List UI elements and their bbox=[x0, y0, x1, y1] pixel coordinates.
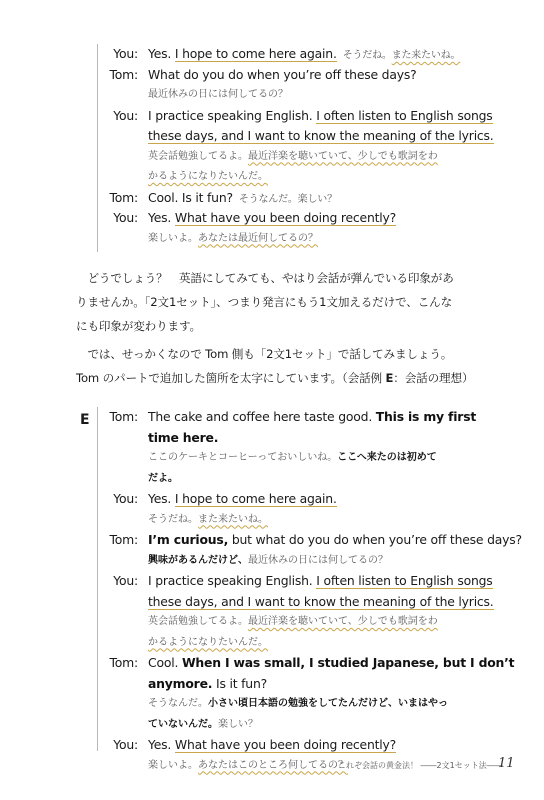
speaker-label: You: bbox=[113, 491, 138, 506]
text-segment: だよ。 bbox=[148, 472, 178, 484]
text-segment: 英会話勉強してるよ。 bbox=[148, 616, 248, 627]
text-segment: time here. bbox=[148, 429, 219, 445]
text-segment: 英会話勉強してるよ。 bbox=[148, 150, 248, 162]
japanese-translation bbox=[148, 448, 437, 468]
text-segment: Yes. bbox=[148, 491, 175, 506]
english-text bbox=[148, 407, 476, 427]
text-segment: Yes. bbox=[148, 46, 175, 61]
paragraph-line bbox=[76, 368, 473, 388]
text-segment: What have you been doing recently? bbox=[174, 210, 397, 225]
japanese-translation bbox=[148, 167, 268, 187]
dialogue-line bbox=[98, 65, 498, 85]
dialogue-example-1 bbox=[97, 44, 498, 252]
dialogue-line bbox=[98, 653, 515, 673]
dialogue-line bbox=[98, 126, 498, 146]
dialogue-line bbox=[98, 106, 498, 126]
text-segment: I practice speaking English. bbox=[148, 107, 317, 123]
text-segment: 楽しい？ bbox=[218, 718, 258, 730]
text-segment: Cool. bbox=[148, 655, 182, 670]
text-segment: また来たいね。 bbox=[391, 50, 461, 61]
japanese-inline-text bbox=[239, 194, 337, 205]
dialogue-line bbox=[98, 188, 498, 208]
text-segment: This is my first bbox=[375, 409, 477, 424]
english-text bbox=[148, 428, 218, 448]
text-segment: these days, and I want to know the meaning of the lyrics. bbox=[148, 593, 494, 609]
dialogue-line bbox=[98, 448, 498, 468]
text-segment: Is it fun? bbox=[212, 675, 267, 691]
text-segment: 小さい頃日本語の勉強をしてたんだけど、いまはやっ bbox=[208, 698, 448, 709]
text-segment: I often listen to English songs bbox=[316, 107, 493, 123]
text-segment: そうなんだ。楽しい？ bbox=[238, 193, 337, 205]
english-text bbox=[148, 592, 494, 612]
text-segment: にも印象が変わります。 bbox=[76, 319, 201, 333]
dialogue-line bbox=[98, 674, 498, 694]
text-segment: What have you been doing recently? bbox=[174, 737, 397, 752]
speaker-label: You: bbox=[113, 107, 138, 123]
dialogue-line bbox=[98, 633, 498, 653]
japanese-translation bbox=[148, 715, 258, 735]
japanese-translation bbox=[148, 551, 388, 571]
text-segment: Cool. Is it fun? bbox=[148, 189, 233, 205]
japanese-translation bbox=[148, 633, 268, 653]
dialogue-line bbox=[98, 469, 498, 489]
japanese-translation bbox=[148, 85, 288, 105]
dialogue-line bbox=[98, 551, 498, 571]
text-segment: かるようになりたいんだ。 bbox=[148, 636, 268, 648]
text-segment: 楽しいよ。 bbox=[148, 759, 198, 771]
speaker-label: Tom: bbox=[109, 66, 138, 82]
text-segment: そうなんだ。 bbox=[148, 698, 208, 709]
dialogue-line bbox=[98, 167, 498, 187]
text-segment: E bbox=[385, 371, 394, 385]
text-segment: また来たいね。 bbox=[198, 513, 268, 525]
text-segment: The cake and coffee here taste good. bbox=[148, 409, 376, 424]
dialogue-line bbox=[98, 208, 498, 228]
english-text bbox=[148, 653, 514, 673]
english-text bbox=[148, 188, 337, 210]
text-segment: Yes. bbox=[148, 737, 175, 752]
japanese-translation bbox=[148, 612, 438, 632]
example-label: E bbox=[80, 412, 90, 428]
text-segment: では、せっかくなので Tom 側も「2文1セット」で話してみましょう。 bbox=[76, 347, 453, 361]
text-segment: あなたは最近何してるの？ bbox=[198, 232, 318, 244]
text-segment: そうだね。 bbox=[148, 513, 198, 525]
text-segment: 最近洋楽を聴いていて、少しでも歌詞をわ bbox=[248, 616, 438, 627]
paragraph-line bbox=[76, 268, 454, 288]
dialogue-line bbox=[98, 735, 498, 755]
english-text bbox=[148, 208, 396, 228]
text-segment: Tom のパートで追加した箇所を太字にしています。（会話例 bbox=[76, 371, 386, 385]
text-segment: I hope to come here again. bbox=[174, 491, 337, 506]
text-segment: I’m curious, bbox=[148, 532, 229, 547]
text-segment: 楽しいよ。 bbox=[148, 232, 198, 244]
text-segment: 最近休みの日には何してるの？ bbox=[148, 89, 288, 100]
english-text bbox=[148, 571, 493, 591]
speaker-label: You: bbox=[113, 573, 138, 588]
english-text bbox=[148, 106, 493, 126]
japanese-translation bbox=[148, 147, 438, 167]
text-segment: あなたはこのところ何してるの？ bbox=[198, 759, 348, 771]
text-segment: ていないんだ。 bbox=[148, 718, 218, 730]
english-text bbox=[148, 489, 337, 509]
text-segment: When I was small, I studied Japanese, but I don’t bbox=[181, 655, 515, 670]
paragraph-line bbox=[76, 292, 452, 312]
dialogue-line bbox=[98, 530, 522, 550]
speaker-label: You: bbox=[113, 210, 138, 225]
speaker-label: Tom: bbox=[109, 655, 138, 670]
english-text bbox=[148, 65, 416, 85]
text-segment: I hope to come here again. bbox=[174, 46, 337, 61]
dialogue-line bbox=[98, 44, 498, 64]
speaker-label: Tom: bbox=[109, 189, 138, 205]
speaker-label: You: bbox=[113, 737, 138, 752]
speaker-label: You: bbox=[113, 46, 138, 61]
text-segment: but what do you do when you’re off these days? bbox=[228, 532, 522, 547]
dialogue-line bbox=[98, 407, 498, 427]
text-segment: ここのケーキとコーヒーっておいしいね。 bbox=[148, 452, 338, 463]
english-text bbox=[148, 735, 396, 755]
japanese-inline-text bbox=[343, 50, 461, 61]
dialogue-line bbox=[98, 428, 498, 448]
japanese-translation bbox=[148, 694, 448, 714]
dialogue-line bbox=[98, 147, 498, 167]
english-text bbox=[148, 44, 460, 66]
dialogue-line bbox=[98, 571, 498, 591]
paragraph-line bbox=[76, 344, 452, 364]
text-segment: these days, and I want to know the meaning of the lyrics. bbox=[148, 128, 494, 143]
paragraph-line bbox=[76, 316, 201, 336]
text-segment: りませんか。「2文1セット」、つまり発言にもう1文加えるだけで、こんな bbox=[76, 295, 453, 309]
speaker-label: Tom: bbox=[109, 532, 138, 547]
japanese-translation bbox=[148, 756, 348, 776]
dialogue-line bbox=[98, 489, 498, 509]
text-segment: Yes. bbox=[148, 210, 175, 225]
text-segment: I often listen to English songs bbox=[316, 573, 493, 588]
text-segment: 最近休みの日には何してるの？ bbox=[248, 554, 388, 566]
dialogue-line bbox=[98, 592, 498, 612]
page-number: 11 bbox=[498, 756, 515, 771]
text-segment: どうでしょう？ 英語にしてみても、やはり会話が弾んでいる印象があ bbox=[76, 271, 454, 285]
dialogue-line bbox=[98, 510, 498, 530]
dialogue-line bbox=[98, 229, 498, 249]
text-segment: かるようになりたいんだ。 bbox=[148, 171, 268, 182]
text-segment: I practice speaking English. bbox=[148, 573, 317, 588]
japanese-translation bbox=[148, 229, 318, 249]
text-segment: What do you do when you’re off these days? bbox=[148, 66, 417, 82]
dialogue-line bbox=[98, 85, 498, 105]
dialogue-line bbox=[98, 715, 498, 735]
text-segment: ここへ来たのは初めて bbox=[337, 452, 437, 463]
text-segment: 興味があるんだけど、 bbox=[148, 554, 248, 566]
running-footer-title: これぞ会話の黄金法！ ――2文1セット法―― bbox=[338, 761, 503, 770]
english-text bbox=[148, 126, 494, 146]
text-segment: anymore. bbox=[148, 675, 213, 691]
text-segment: 最近洋楽を聴いていて、少しでも歌詞をわ bbox=[248, 150, 438, 162]
japanese-translation bbox=[148, 510, 268, 530]
text-segment: ：会話の理想） bbox=[393, 371, 474, 385]
english-text bbox=[148, 674, 267, 694]
speaker-label: Tom: bbox=[109, 409, 138, 424]
dialogue-line bbox=[98, 694, 498, 714]
text-segment: そうだね。 bbox=[342, 50, 392, 61]
english-text bbox=[148, 530, 522, 550]
japanese-translation bbox=[148, 469, 178, 489]
dialogue-line bbox=[98, 612, 498, 632]
